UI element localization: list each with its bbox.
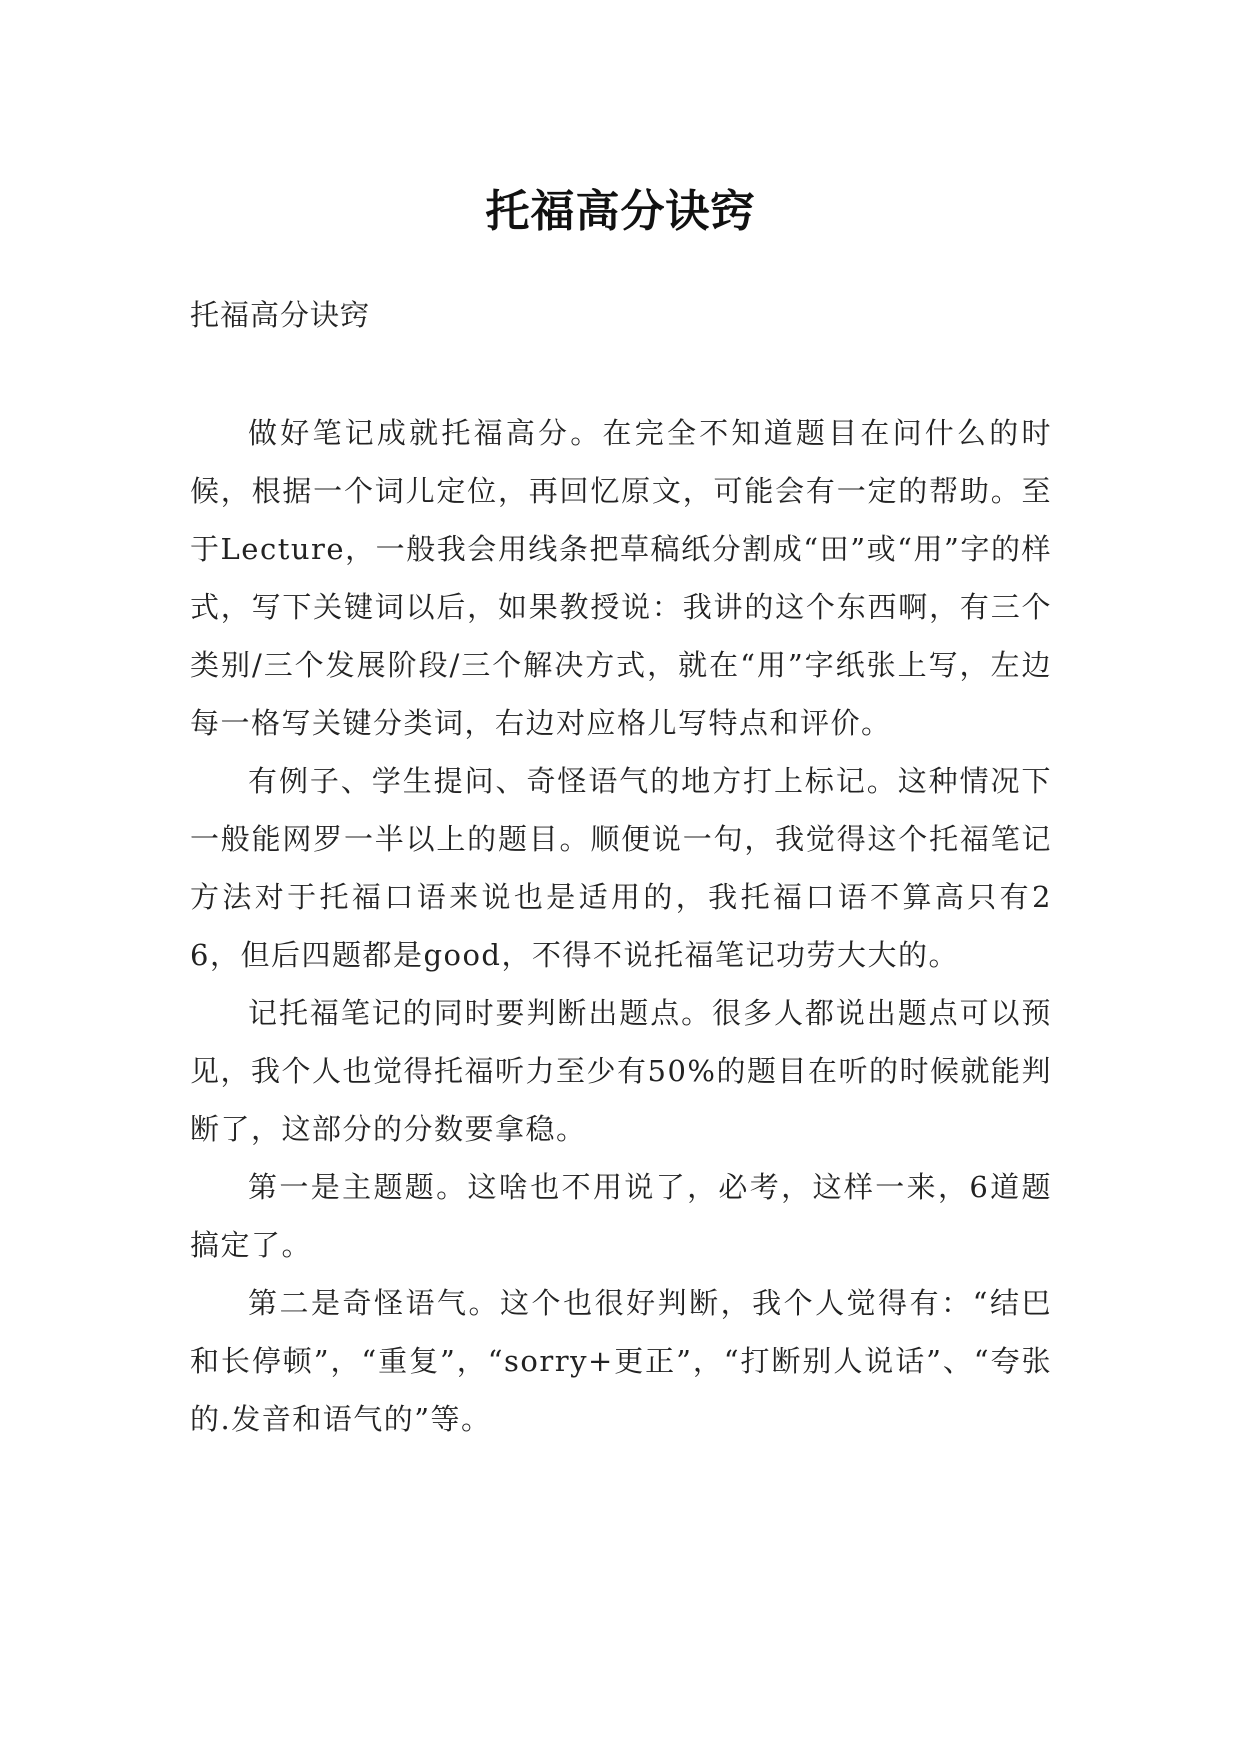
paragraph: 做好笔记成就托福高分。在完全不知道题目在问什么的时候，根据一个词儿定位，再回忆原文，可能会有一定的帮助。至于Lecture，一般我会用线条把草稿纸分割成“田”或“用”字的样式，写下关键词以后，如果教授说：我讲的这个东西啊，有三个类别/三个发展阶段/三个解决方式，就在“用”字纸张上写，左边每一格写关键分类词，右边对应格儿写特点和评价。 [190, 416, 1052, 740]
document-subtitle: 托福高分诀窍 [190, 298, 371, 332]
paragraph: 第二是奇怪语气。这个也很好判断，我个人觉得有：“结巴和长停顿”，“重复”，“sorry+更正”，“打断别人说话”、“夸张的.发音和语气的”等。 [190, 1286, 1052, 1436]
paragraph: 记托福笔记的同时要判断出题点。很多人都说出题点可以预见，我个人也觉得托福听力至少有50%的题目在听的时候就能判断了，这部分的分数要拿稳。 [190, 996, 1052, 1146]
paragraph: 有例子、学生提问、奇怪语气的地方打上标记。这种情况下一般能网罗一半以上的题目。顺便说一句，我觉得这个托福笔记方法对于托福口语来说也是适用的，我托福口语不算高只有26，但后四题都是good，不得不说托福笔记功劳大大的。 [190, 764, 1052, 972]
paragraph: 第一是主题题。这啥也不用说了，必考，这样一来，6道题搞定了。 [190, 1170, 1052, 1262]
document-body [190, 404, 1052, 1448]
document-title: 托福高分诀窍 [485, 186, 756, 238]
